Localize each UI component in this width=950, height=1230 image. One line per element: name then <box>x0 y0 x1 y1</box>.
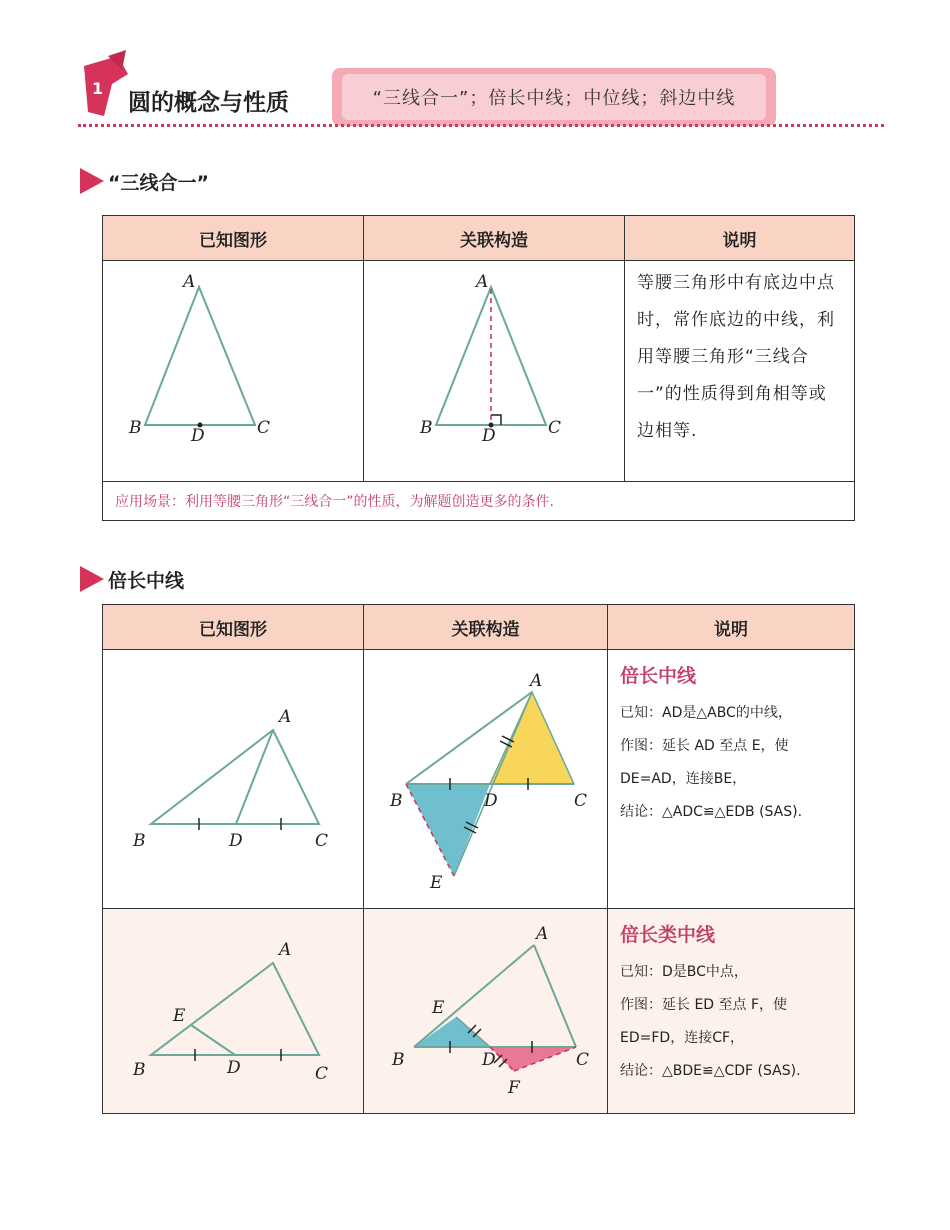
quasi-median-triangle-figure <box>103 909 362 1109</box>
method-heading: 倍长中线 <box>620 665 697 687</box>
label-e: E <box>430 873 443 893</box>
subtitle-text: “三线合一”；倍长中线；中位线；斜边中线 <box>342 74 766 120</box>
section1-title: “三线合一” <box>108 172 209 194</box>
label-d: D <box>229 831 243 851</box>
conclusion-text: 结论：△BDE≌△CDF (SAS). <box>620 1063 801 1079</box>
label-d: D <box>191 426 205 446</box>
label-b: B <box>129 418 142 438</box>
section-arrow-icon <box>80 566 104 592</box>
section-badge <box>78 50 132 122</box>
page-title: 圆的概念与性质 <box>128 90 289 116</box>
label-c: C <box>315 1064 329 1084</box>
label-c: C <box>574 791 588 811</box>
label-a: A <box>279 940 292 960</box>
double-median-construction <box>364 650 606 904</box>
construct-text: 作图：延长 ED 至点 F，使 ED=FD，连接CF， <box>620 997 788 1046</box>
construct-figure <box>364 261 625 482</box>
label-a: A <box>530 671 543 691</box>
conclusion-text: 结论：△ADC≌△EDB (SAS). <box>620 804 803 820</box>
label-b: B <box>390 791 403 811</box>
median-triangle-figure <box>103 650 362 904</box>
col-header: 说明 <box>625 216 855 261</box>
description-cell <box>608 909 855 1114</box>
label-f: F <box>508 1078 520 1098</box>
median-construction-figure <box>364 261 623 477</box>
label-e: E <box>173 1006 186 1026</box>
known-figure <box>103 261 364 482</box>
description-cell <box>608 650 855 909</box>
section-arrow-icon <box>80 168 104 194</box>
label-b: B <box>133 1060 146 1080</box>
col-header: 已知图形 <box>103 216 364 261</box>
label-d: D <box>482 1050 496 1070</box>
section1-table <box>102 215 855 521</box>
label-c: C <box>257 418 271 438</box>
label-c: C <box>548 418 562 438</box>
isosceles-triangle-figure <box>103 261 362 477</box>
col-header: 已知图形 <box>103 605 364 650</box>
label-d: D <box>482 426 496 446</box>
col-header: 说明 <box>608 605 855 650</box>
quasi-median-construction <box>364 909 606 1109</box>
construct-figure <box>364 909 608 1114</box>
label-d: D <box>484 791 498 811</box>
description: 等腰三角形中有底边中点时，常作底边的中线，利用等腰三角形“三线合一”的性质得到角相等或边相等. <box>625 261 855 482</box>
label-b: B <box>133 831 146 851</box>
given-text: 已知：AD是△ABC的中线， <box>620 705 792 721</box>
construct-figure <box>364 650 608 909</box>
known-figure <box>103 650 364 909</box>
label-a: A <box>476 272 489 292</box>
label-c: C <box>576 1050 590 1070</box>
label-a: A <box>279 707 292 727</box>
label-a: A <box>183 272 196 292</box>
given-text: 已知：D是BC中点， <box>620 964 748 980</box>
method-heading: 倍长类中线 <box>620 924 716 946</box>
section2-table <box>102 604 855 1114</box>
col-header: 关联构造 <box>364 216 625 261</box>
label-c: C <box>315 831 329 851</box>
application-note: 应用场景：利用等腰三角形“三线合一”的性质，为解题创造更多的条件. <box>103 482 855 521</box>
known-figure <box>103 909 364 1114</box>
label-e: E <box>432 998 445 1018</box>
label-b: B <box>392 1050 405 1070</box>
col-header: 关联构造 <box>364 605 608 650</box>
label-a: A <box>536 924 549 944</box>
label-d: D <box>227 1058 241 1078</box>
header-divider <box>78 124 884 127</box>
section2-title: 倍长中线 <box>108 570 185 592</box>
construct-text: 作图：延长 AD 至点 E，使 DE=AD，连接BE， <box>620 738 789 787</box>
label-b: B <box>420 418 433 438</box>
badge-number: 1 <box>92 79 104 98</box>
